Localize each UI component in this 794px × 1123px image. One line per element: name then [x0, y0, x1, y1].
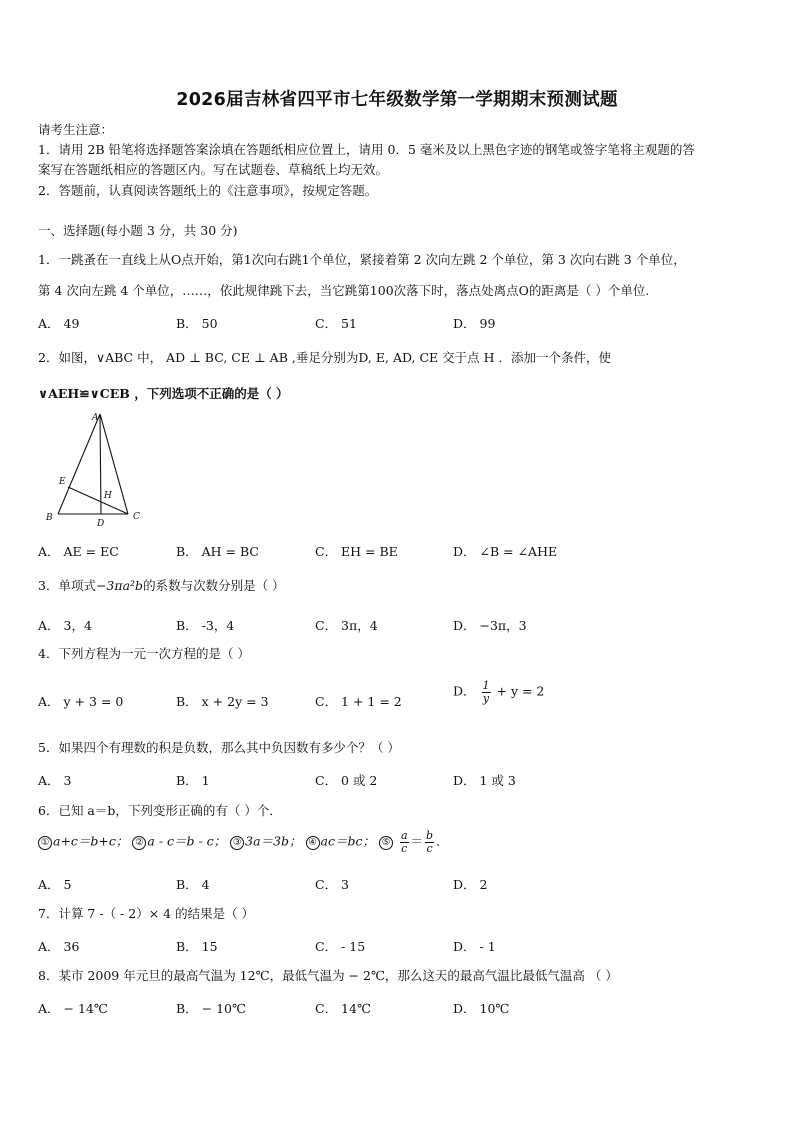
- figure-label-d: D: [97, 519, 105, 529]
- q3-option-d: D． −3π，3: [453, 618, 527, 633]
- q1-option-d: D． 99: [453, 316, 496, 331]
- q3-stem-suffix: 的系数与次数分别是（ ）: [143, 578, 285, 593]
- q8-option-a: A． − 14℃: [38, 1001, 108, 1016]
- q6-item-5-end: ．: [436, 833, 449, 849]
- q3-option-b: B． -3，4: [176, 618, 235, 633]
- q2-option-a: A． AE = EC: [38, 544, 119, 559]
- figure-label-b: B: [46, 513, 53, 523]
- q1-stem-line-1: 1．一跳蚤在一直线上从O点开始，第1次向右跳1个单位，紧接着第 2 次向左跳 2 个单位，第 3 次向右跳 3 个单位，: [38, 252, 686, 267]
- q6-mark-1: ①: [38, 836, 52, 850]
- q7-option-a: A． 36: [38, 939, 80, 954]
- q2-option-c: C． EH = BE: [315, 544, 398, 559]
- q6-item-1: a+c＝b+c；: [53, 833, 129, 849]
- q6-items: [38, 830, 449, 854]
- fraction-denominator: c: [401, 841, 408, 855]
- q1-option-a: A． 49: [38, 316, 80, 331]
- notice-heading: 请考生注意：: [38, 122, 114, 137]
- q4-option-d-label: D．: [453, 683, 476, 699]
- q8-option-d: D． 10℃: [453, 1001, 510, 1016]
- q5-option-b: B． 1: [176, 773, 210, 788]
- q7-option-b: B． 15: [176, 939, 218, 954]
- q6-item-4: ac＝bc；: [320, 833, 375, 849]
- q2-stem-line-1: 2．如图，∨ABC 中， AD ⊥ BC, CE ⊥ AB ,垂足分别为D, E, AD, CE 交于点 H ．添加一个条件，使: [38, 350, 611, 365]
- notice-line-1: 1．请用 2B 铅笔将选择题答案涂填在答题纸相应位置上，请用 0．5 毫米及以上黑色字迹的钢笔或签字笔将主观题的答: [38, 142, 695, 157]
- q7-stem: 7．计算 7 -（ - 2）× 4 的结果是（ ）: [38, 906, 255, 921]
- q2-option-d: D． ∠B = ∠AHE: [453, 544, 558, 559]
- q8-option-b: B． − 10℃: [176, 1001, 246, 1016]
- notice-line-3: 2．答题前，认真阅读答题纸上的《注意事项》，按规定答题。: [38, 183, 378, 198]
- q2-stem-line-2: ∨AEH≌∨CEB ，下列选项不正确的是（ ）: [38, 386, 289, 401]
- q6-mark-4: ④: [306, 836, 320, 850]
- q7-option-c: C． - 15: [315, 939, 366, 954]
- q6-mark-3: ③: [230, 836, 244, 850]
- figure-label-c: C: [133, 512, 140, 522]
- notice-line-2: 案写在答题纸相应的答题区内。写在试题卷、草稿纸上均无效。: [38, 162, 389, 177]
- q3-stem: [38, 578, 285, 593]
- q4-option-d-rest: + y = 2: [496, 683, 545, 699]
- q3-stem-prefix: 3．单项式: [38, 578, 96, 593]
- q1-option-b: B． 50: [176, 316, 218, 331]
- q8-option-c: C． 14℃: [315, 1001, 371, 1016]
- q6-item-5-right-fraction: [425, 830, 434, 854]
- section-heading: 一、选择题(每小题 3 分，共 30 分): [38, 223, 238, 238]
- q4-option-d: [453, 680, 544, 704]
- q4-option-d-fraction: [482, 680, 491, 704]
- q3-option-c: C． 3π，4: [315, 618, 378, 633]
- figure-label-e: E: [59, 477, 66, 487]
- q6-item-5-equals: ＝: [410, 833, 424, 849]
- q6-mark-5: ⑤: [379, 836, 393, 850]
- q1-option-c: C． 51: [315, 316, 357, 331]
- q6-option-c: C． 3: [315, 877, 349, 892]
- q6-mark-2: ②: [132, 836, 146, 850]
- q6-option-a: A． 5: [38, 877, 72, 892]
- figure-label-a: A: [92, 413, 99, 423]
- q6-item-5-left-fraction: [400, 830, 409, 854]
- exam-title: 2026届吉林省四平市七年级数学第一学期期末预测试题: [176, 90, 618, 110]
- q3-option-a: A． 3，4: [38, 618, 92, 633]
- q4-stem: 4．下列方程为一元一次方程的是（ ）: [38, 646, 250, 661]
- q5-option-c: C． 0 或 2: [315, 773, 378, 788]
- q5-stem: 5．如果四个有理数的积是负数，那么其中负因数有多少个？（ ）: [38, 740, 400, 755]
- q6-item-2: a - c＝b - c；: [147, 833, 227, 849]
- q4-option-c: C． 1 + 1 = 2: [315, 694, 402, 709]
- q8-stem: 8．某市 2009 年元旦的最高气温为 12℃，最低气温为 − 2℃，那么这天的最高气温比最低气温高 （ ）: [38, 968, 618, 983]
- fraction-numerator: b: [426, 829, 434, 842]
- q4-option-a: A． y + 3 = 0: [38, 694, 124, 709]
- q4-option-b: B． x + 2y = 3: [176, 694, 269, 709]
- q1-stem-line-2: 第 4 次向左跳 4 个单位，……，依此规律跳下去，当它跳第100次落下时，落点处离点O的距离是（ ）个单位.: [38, 283, 650, 298]
- q3-monomial: −3πa²b: [95, 578, 144, 593]
- fraction-denominator: y: [482, 691, 490, 705]
- q6-item-3: 3a＝3b；: [245, 833, 302, 849]
- q6-option-d: D． 2: [453, 877, 488, 892]
- q2-option-b: B． AH = BC: [176, 544, 259, 559]
- fraction-numerator: a: [400, 829, 408, 842]
- q7-option-d: D． - 1: [453, 939, 496, 954]
- fraction-numerator: 1: [482, 679, 490, 692]
- q5-option-a: A． 3: [38, 773, 72, 788]
- q6-option-b: B． 4: [176, 877, 210, 892]
- q5-option-d: D． 1 或 3: [453, 773, 516, 788]
- q6-stem: 6．已知 a＝b，下列变形正确的有（ ）个．: [38, 803, 282, 818]
- figure-label-h: H: [104, 491, 112, 501]
- triangle-figure: [40, 408, 150, 530]
- fraction-denominator: c: [426, 841, 433, 855]
